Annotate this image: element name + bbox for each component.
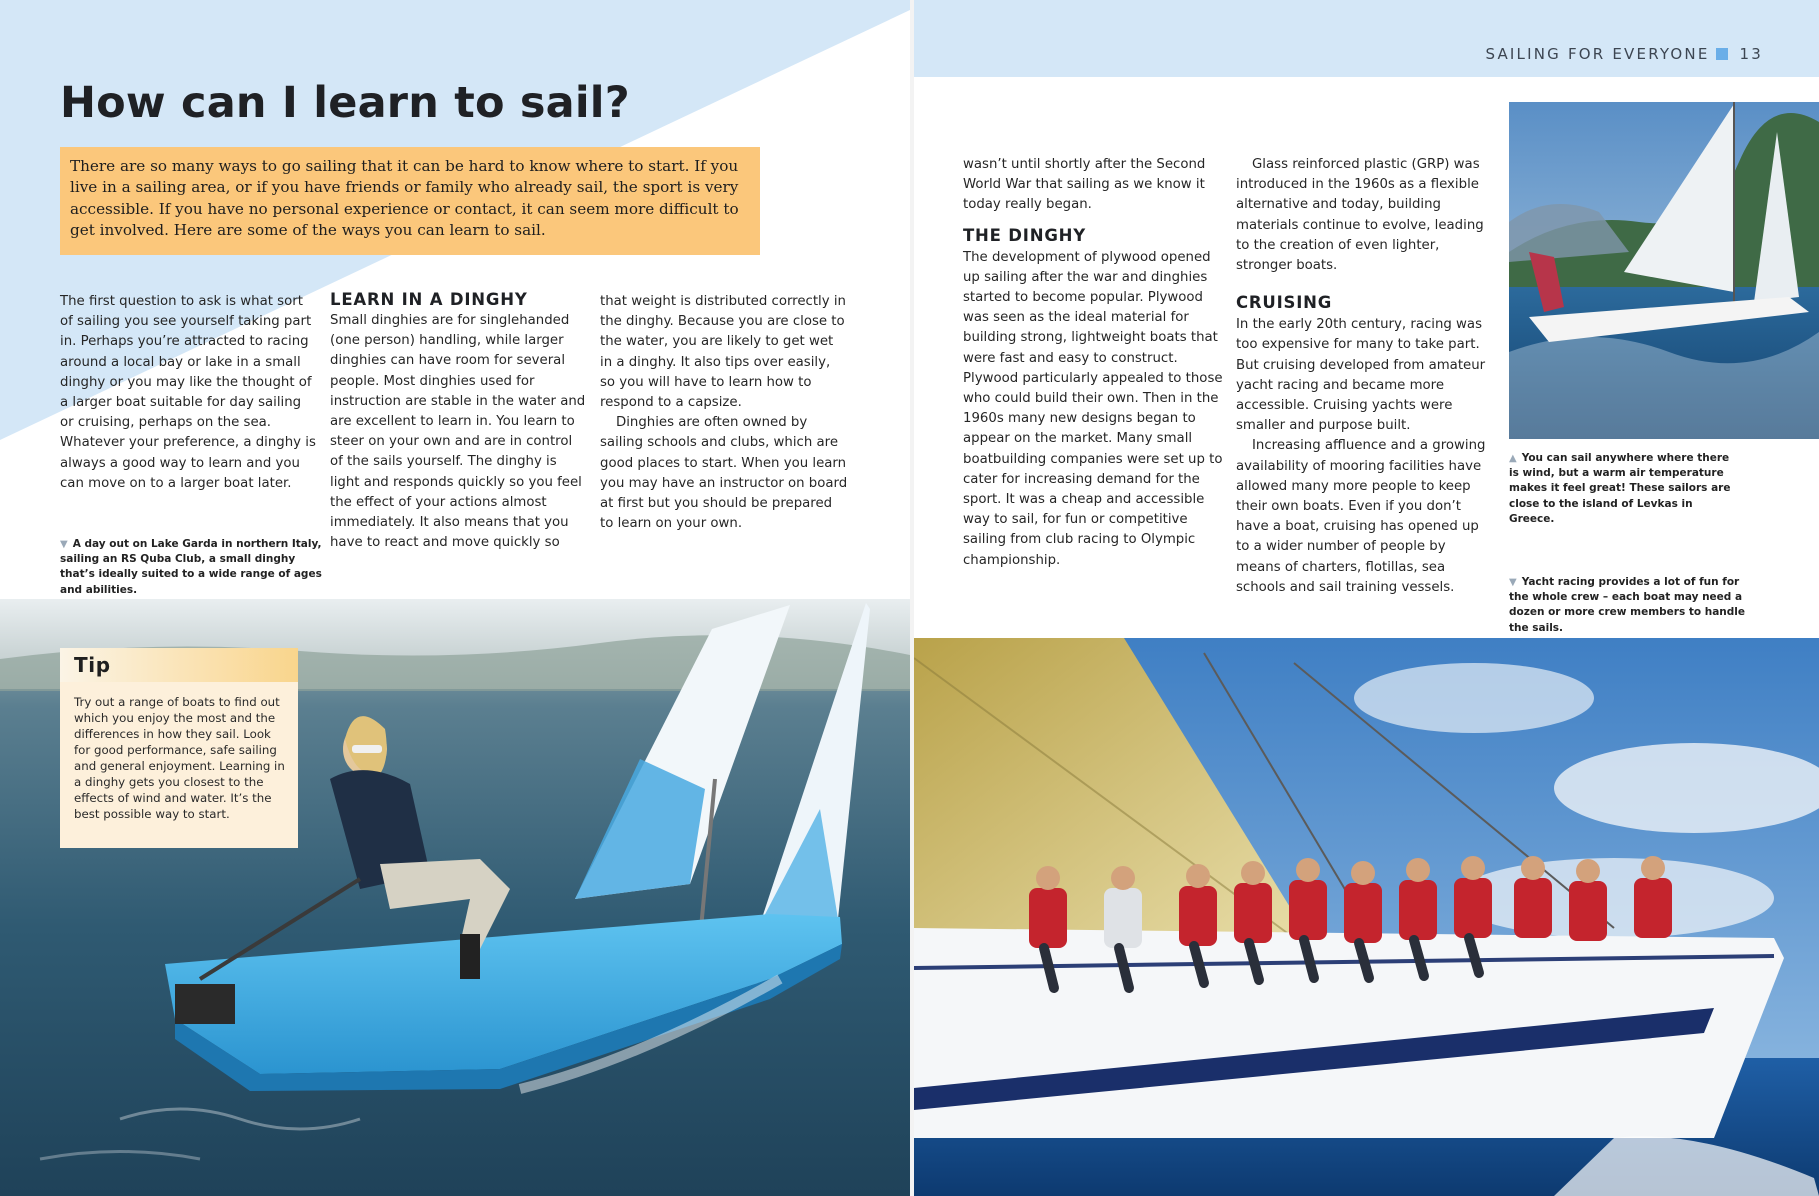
triangle-up-icon: ▲: [1509, 453, 1517, 464]
running-head-text: SAILING FOR EVERYONE: [1485, 45, 1710, 63]
the-dinghy-heading: THE DINGHY: [963, 225, 1087, 245]
top-photo-caption: ▲ You can sail anywhere where there is wind, but a warm air temperature makes it feel great! These sailors are close to the island of Levkas in Greece.: [1509, 452, 1731, 525]
col2-text: Small dinghies are for singlehanded (one person) handling, while larger dinghies can have room for several people. Most dinghies used for instruction are stable in the water and are excellent to learn in. You learn to steer on your own and are in control of the sails yourself. The dinghy is light and responds quickly so you feel the effect of your actions almost immediately. It also means that you have to react and move quickly so: [330, 313, 586, 551]
col3-para-2: Dinghies are often owned by sailing schools and clubs, which are good places to start. When you learn you may have an instructor on board at first but you should be prepared to learn on your own.: [600, 415, 848, 532]
intro-box: [60, 147, 760, 255]
right-col1-para-2: The development of plywood opened up sailing after the war and dinghies started to become popular. Plywood was seen as the ideal material for building strong, lightweight boats that were fast and easy to construct. Plywood particularly appealed to those who could build their own. Then in the 1960s many new designs began to appear on the market. Many small boatbuilding companies were set up to cater for increasing demand for the sport. It was a cheap and accessible way to sail, for fun or competitive sailing from club racing to Olympic championship.: [963, 249, 1223, 568]
triangle-down-icon: ▼: [1509, 577, 1517, 588]
right-col2-para-1: Glass reinforced plastic (GRP) was introduced in the 1960s as a flexible alternative and today, building materials continue to evolve, leading to the creation of even lighter, stronger boats.: [1236, 157, 1484, 274]
tip-heading: Tip: [60, 648, 298, 682]
left-photo-caption: ▼ A day out on Lake Garda in northern Italy, sailing an RS Quba Club, a small dinghy that’s ideally suited to a wide range of ages and abilities.: [60, 538, 322, 596]
col3-para-1: that weight is distributed correctly in the dinghy. Because you are close to the water, you are likely to get wet in a dinghy. It also tips over easily, so you will have to learn how to respond to a capsize.: [600, 294, 846, 411]
right-column-1: [963, 155, 1225, 571]
right-col2-para-3: Increasing affluence and a growing availability of mooring facilities have allowed many more people to keep their own boats. Even if you don’t have a boat, cruising has opened up to a wider number of people by means of charters, flotillas, sea schools and sail training vessels.: [1236, 438, 1486, 595]
tip-box: [60, 648, 298, 848]
blue-square-icon: [1716, 48, 1728, 60]
left-column-3: [600, 292, 848, 534]
col1-text: The first question to ask is what sort of sailing you see yourself taking part in. Perhaps you’re attracted to racing around a local bay or lake in a small dinghy or you may like the thought of a larger boat suitable for day sailing or cruising, perhaps on the sea. Whatever your preference, a dinghy is always a good way to learn and you can move on to a larger boat later.: [60, 294, 316, 491]
page-title: How can I learn to sail?: [60, 78, 630, 128]
yacht-racing-photo: [914, 638, 1819, 1196]
page-number: 13: [1739, 45, 1763, 63]
left-column-2: [330, 290, 586, 553]
catamaran-photo: [1509, 102, 1819, 439]
intro-text: There are so many ways to go sailing that it can be hard to know where to start. If you live in a sailing area, or if you have friends or family who already sail, the sport is very accessible. If you have no personal experience or contact, it can seem more difficult to get involved. Here are some of the ways you can learn to sail.: [70, 157, 739, 239]
right-col2-para-2: In the early 20th century, racing was too expensive for many to take part. But cruising developed from amateur yacht racing and became more accessible. Cruising yachts were smaller and purpose built.: [1236, 317, 1486, 434]
tip-text: Try out a range of boats to find out which you enjoy the most and the differences in how they sail. Look for good performance, safe sailing and general enjoyment. Learning in a dinghy gets you closest to the effects of wind and water. It’s the best possible way to start.: [74, 695, 285, 821]
right-col1-para-1: wasn’t until shortly after the Second World War that sailing as we know it today really began.: [963, 157, 1206, 213]
right-column-2: [1236, 155, 1494, 598]
cruising-heading: CRUISING: [1236, 293, 1333, 313]
bottom-photo-caption: ▼ Yacht racing provides a lot of fun for the whole crew – each boat may need a dozen or more crew members to handle the sails.: [1509, 576, 1746, 634]
running-head: [1485, 45, 1763, 63]
triangle-down-icon: ▼: [60, 539, 68, 550]
learn-in-a-dinghy-heading: LEARN IN A DINGHY: [330, 290, 528, 309]
right-page-header-band: [914, 0, 1819, 77]
left-column-1: [60, 292, 318, 494]
